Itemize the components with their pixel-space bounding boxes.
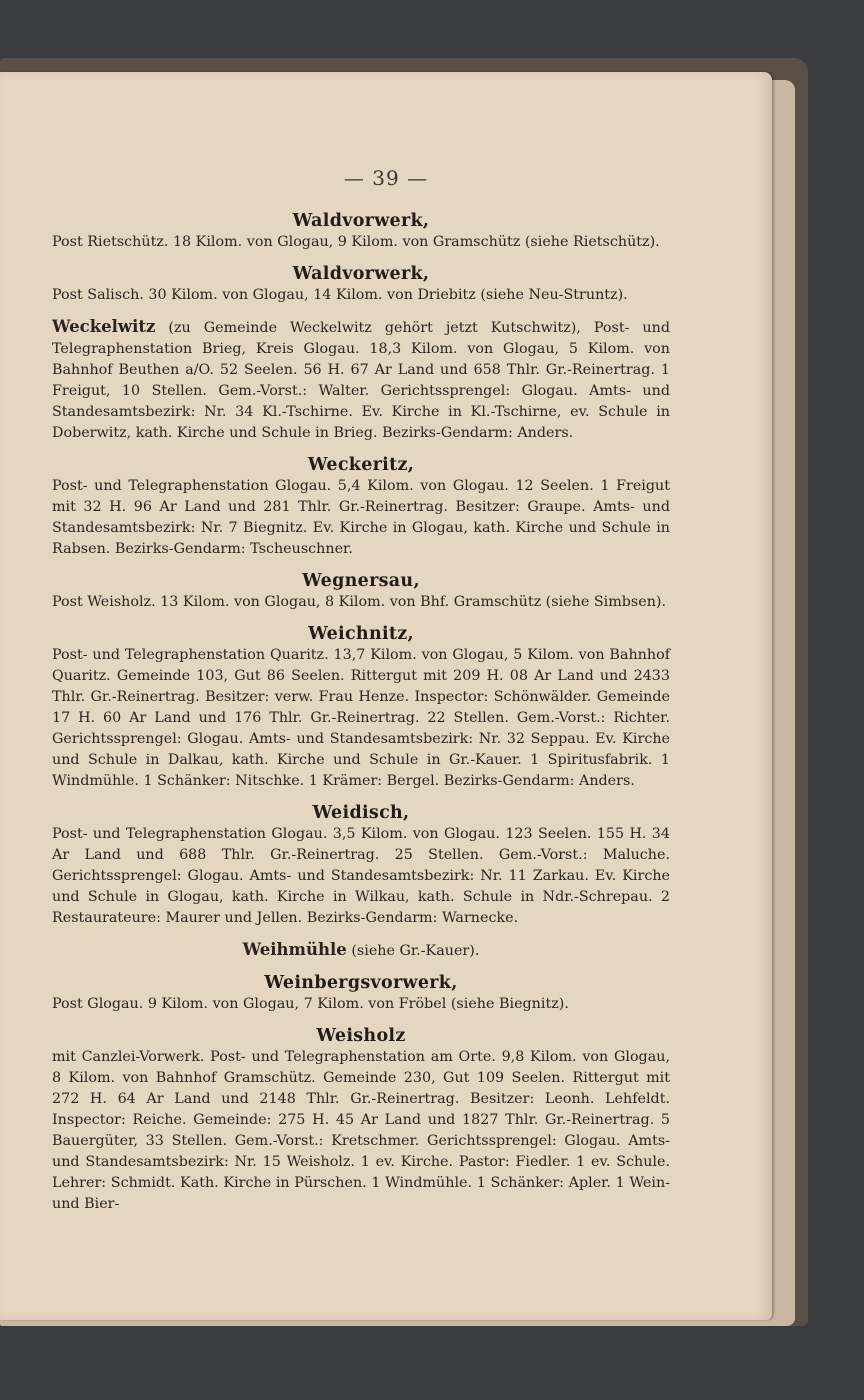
entry-weisholz: [52, 1025, 670, 1215]
entry-heading: Wegnersau,: [302, 571, 420, 591]
entry-text: Post Rietschütz. 18 Kilom. von Glogau, 9 Kilom. von Gramschütz (siehe Rietschütz).: [52, 234, 660, 250]
entry-weidisch: [52, 802, 670, 929]
entry-heading: Weichnitz,: [308, 624, 414, 644]
entry-text: Post- und Telegraphenstation Glogau. 3,5 Kilom. von Glogau. 123 Seelen. 155 H. 34 Ar Land und 688 Thlr. Gr.-Reinertrag. 25 Stellen. Gem.-Vorst.: Maluche. Gerichtssprengel: Glogau. Amts- und Standesamtsbezirk: Nr. 11 Zarkau. Ev. Kirche und Schule in Glogau, kath. Kirche in Wilkau, kath. Schule in Ndr.-Schrepau. 2 Restaurateure: Maurer und Jellen. Bezirks-Gendarm: Warnecke.: [52, 826, 670, 926]
page-number: — 39 —: [343, 166, 429, 190]
entry-weinbergsvorwerk: [52, 972, 670, 1015]
entry-heading: Waldvorwerk,: [292, 211, 430, 231]
entry-text: Post- und Telegraphenstation Quaritz. 13,7 Kilom. von Glogau, 5 Kilom. von Bahnhof Quaritz. Gemeinde 103, Gut 86 Seelen. Rittergut mit 209 H. 08 Ar Land und 2433 Thlr. Gr.-Reinertrag. Besitzer: verw. Frau Henze. Inspector: Schönwälder. Gemeinde 17 H. 60 Ar Land und 176 Thlr. Gr.-Reinertrag. 22 Stellen. Gem.-Vorst.: Richter. Gerichtssprengel: Glogau. Amts- und Standesamtsbezirk: Nr. 32 Seppau. Ev. Kirche und Schule in Dalkau, kath. Kirche und Schule in Gr.-Kauer. 1 Spiritusfabrik. 1 Windmühle. 1 Schänker: Nitschke. 1 Krämer: Bergel. Bezirks-Gendarm: Anders.: [52, 647, 670, 789]
page-content: [52, 210, 670, 1225]
entry-wegnersau: [52, 570, 670, 613]
entry-heading: Weckeritz,: [307, 455, 415, 475]
entry-heading: Weidisch,: [312, 803, 410, 823]
entry-paragraph: [52, 939, 670, 962]
entry-heading: Waldvorwerk,: [292, 264, 430, 284]
entry-text: Post Salisch. 30 Kilom. von Glogau, 14 Kilom. von Driebitz (siehe Neu-Struntz).: [52, 287, 628, 303]
entry-text: Post Glogau. 9 Kilom. von Glogau, 7 Kilom. von Fröbel (siehe Biegnitz).: [52, 996, 569, 1012]
entry-paragraph: [52, 316, 670, 444]
entry-heading: Weisholz: [316, 1026, 406, 1046]
entry-text: (zu Gemeinde Weckelwitz gehört jetzt Kutschwitz), Post- und Telegraphenstation Brieg, Kreis Glogau. 18,3 Kilom. von Glogau, 5 Kilom. von Bahnhof Beuthen a/O. 52 Seelen. 56 H. 67 Ar Land und 658 Thlr. Gr.-Reinertrag. 1 Freigut, 10 Stellen. Gem.-Vorst.: Walter. Gerichtssprengel: Glogau. Amts- und Standesamtsbezirk: Nr. 34 Kl.-Tschirne. Ev. Kirche in Kl.-Tschirne, ev. Schule in Doberwitz, kath. Kirche und Schule in Brieg. Bezirks-Gendarm: Anders.: [52, 320, 670, 441]
entry-heading: Weihmühle: [242, 940, 347, 959]
entry-waldvorwerk-1: [52, 210, 670, 253]
entry-text: Post Weisholz. 13 Kilom. von Glogau, 8 Kilom. von Bhf. Gramschütz (siehe Simbsen).: [52, 594, 667, 610]
entry-weckeritz: [52, 454, 670, 560]
entry-heading: Weckelwitz: [52, 317, 156, 336]
entry-text: (siehe Gr.-Kauer).: [351, 943, 480, 959]
entry-text: mit Canzlei-Vorwerk. Post- und Telegraphenstation am Orte. 9,8 Kilom. von Glogau, 8 Kilom. von Bahnhof Gramschütz. Gemeinde 230, Gut 109 Seelen. Rittergut mit 272 H. 64 Ar Land und 2148 Thlr. Gr.-Reinertrag. Besitzer: Leonh. Lehfeldt. Inspector: Reiche. Gemeinde: 275 H. 45 Ar Land und 1827 Thlr. Gr.-Reinertrag. 5 Bauergüter, 33 Stellen. Gem.-Vorst.: Kretschmer. Gerichtssprengel: Glogau. Amts- und Standesamtsbezirk: Nr. 15 Weisholz. 1 ev. Kirche. Pastor: Fiedler. 1 ev. Schule. Lehrer: Schmidt. Kath. Kirche in Pürschen. 1 Windmühle. 1 Schänker: Apler. 1 Wein- und Bier-: [52, 1049, 670, 1212]
entry-waldvorwerk-2: [52, 263, 670, 306]
entry-weihmuehle: [52, 939, 670, 962]
book-page: [0, 72, 772, 1320]
entry-heading: Weinbergsvorwerk,: [264, 973, 458, 993]
entry-text: Post- und Telegraphenstation Glogau. 5,4 Kilom. von Glogau. 12 Seelen. 1 Freigut mit 32 H. 96 Ar Land und 281 Thlr. Gr.-Reinertrag. Besitzer: Graupe. Amts- und Standesamtsbezirk: Nr. 7 Biegnitz. Ev. Kirche in Glogau, kath. Kirche und Schule in Rabsen. Bezirks-Gendarm: Tscheuschner.: [52, 478, 670, 557]
entry-weckelwitz: [52, 316, 670, 444]
entry-weichnitz: [52, 623, 670, 792]
